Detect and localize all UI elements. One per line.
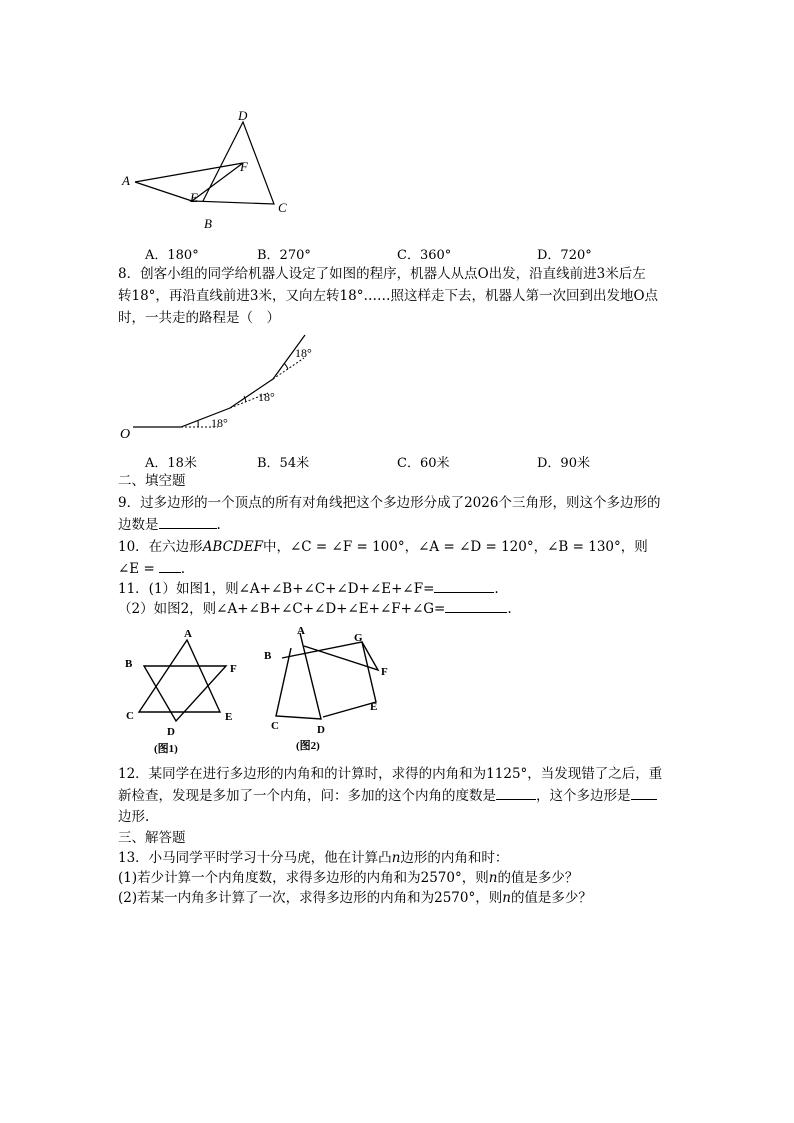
q11-part1-label: 11．(1）如图1，则∠A+∠B+∠C+∠D+∠E+∠F= [118, 581, 435, 597]
fig1-label-E: E [225, 711, 233, 723]
label-B: B [204, 216, 212, 231]
q8-robot-path [133, 335, 305, 427]
q8-figure-svg [118, 330, 338, 445]
q12-angle-blank[interactable] [496, 787, 536, 800]
q8-option-c: C．60米 [397, 456, 450, 471]
q7-option-a: A．180° [145, 248, 199, 263]
q12-text-line2-b: ，这个多边形是 [536, 788, 631, 804]
q11-text-line2 [118, 600, 512, 618]
fig1-caption: (图1) [154, 743, 178, 755]
q8-option-d: D．90米 [537, 456, 590, 471]
q9-text-line2-label: 边数是 [118, 517, 159, 533]
fig2-lines-1 [276, 633, 321, 719]
q8-extension-3 [273, 358, 304, 379]
q13-part1-n: n [488, 870, 498, 886]
fig2-label-D: D [317, 724, 325, 736]
q8-angle-label-1: 18° [211, 416, 228, 430]
fig2-caption: (图2) [296, 740, 320, 752]
fig2-label-B: B [264, 650, 272, 662]
q11-figures-svg [118, 622, 408, 762]
label-C: C [278, 200, 287, 215]
q12-text-line3: 边形. [118, 809, 150, 825]
q7-option-b: B．270° [257, 248, 311, 263]
q13-part1-b: 的值是多少？ [497, 870, 579, 886]
q8-figure [118, 330, 338, 445]
q11-part1-end: . [494, 581, 499, 597]
q13-text-a: 13．小马同学平时学习十分马虎，他在计算凸 [118, 850, 392, 866]
fig2-label-C: C [271, 720, 279, 732]
q7-figure-svg [118, 105, 298, 235]
fig2-label-G: G [354, 632, 363, 644]
q10-text-b: 中，∠C = ∠F = 100°，∠A = ∠D = 120°，∠B = 130°，则 [262, 539, 648, 555]
q7-option-c: C．360° [397, 248, 452, 263]
section-solution-heading: 三、解答题 [118, 830, 186, 846]
q7-figure [118, 105, 298, 235]
q9-text-line1: 9．过多边形的一个顶点的所有对角线把这个多边形分成了2026个三角形，则这个多边形的 [118, 495, 661, 511]
q11-part2-blank[interactable] [445, 600, 507, 613]
q9-answer-blank[interactable] [159, 516, 217, 529]
label-E: E [190, 190, 198, 205]
figure-2 [264, 625, 388, 752]
q7-options [145, 244, 765, 262]
fig2-label-F: F [381, 666, 388, 678]
q13-text-b: 边形的内角和时： [400, 850, 509, 866]
label-A: A [122, 173, 130, 188]
q10-text-line2-label: ∠E = [118, 561, 155, 577]
fig1-triangle-ace [139, 640, 220, 712]
fig1-label-C: C [126, 710, 134, 722]
q8-option-a: A．18米 [145, 456, 197, 471]
q11-part1-blank[interactable] [434, 580, 494, 593]
q10-text-a: 10．在六边形 [118, 539, 203, 555]
q8-text-line3: 时，一共走的路程是（ ） [118, 310, 280, 326]
fig1-triangle-bfd [144, 666, 226, 721]
section-fill-in-heading: 二、填空题 [118, 473, 186, 489]
q10-text-line2 [118, 560, 185, 578]
q11-text-line1 [118, 580, 499, 598]
q8-angle-arc-3 [284, 363, 288, 369]
q10-end: . [180, 561, 186, 577]
fig1-label-A: A [184, 628, 192, 640]
q13-part2-a: (2)若某一内角多计算了一次，求得多边形的内角和为2570°，则 [118, 890, 503, 906]
fig1-label-D: D [167, 726, 175, 738]
q13-part2 [118, 889, 592, 907]
q11-figures [118, 622, 408, 762]
q13-part2-b: 的值是多少？ [510, 890, 592, 906]
fig2-label-E: E [370, 701, 378, 713]
q10-hexagon-name: ABCDEF [202, 539, 263, 555]
label-F: F [240, 159, 248, 174]
q13-part2-n: n [502, 890, 511, 906]
figure-1 [125, 628, 237, 755]
q12-text-line1: 12．某同学在进行多边形的内角和的计算时，求得的内角和为1125°，当发现错了之后，重 [118, 766, 663, 782]
label-O: O [120, 427, 131, 442]
q8-angle-label-2: 18° [258, 390, 275, 404]
q7-figure-lines [135, 122, 274, 204]
q12-text-line2 [118, 787, 657, 805]
q12-text-line2-a: 新检查，发现是多加了一个内角，问：多加的这个内角的度数是 [118, 788, 496, 804]
q10-answer-blank[interactable] [159, 560, 181, 573]
q7-option-d: D．720° [537, 248, 592, 263]
fig2-label-A: A [297, 625, 305, 637]
q13-text-line1 [118, 849, 508, 867]
q10-text-line1 [118, 538, 648, 556]
q8-option-b: B．54米 [257, 456, 310, 471]
q12-polygon-blank[interactable] [631, 787, 657, 800]
q11-part2-end: . [507, 601, 512, 617]
fig2-lines-2 [282, 642, 376, 717]
fig1-label-B: B [125, 658, 133, 670]
q13-n-var: n [391, 850, 401, 866]
q11-part2-label: （2）如图2，则∠A+∠B+∠C+∠D+∠E+∠F+∠G= [118, 601, 446, 617]
q8-options [145, 452, 765, 470]
q8-angle-label-3: 18° [295, 346, 312, 360]
q13-part1-a: (1)若少计算一个内角度数，求得多边形的内角和为2570°，则 [118, 870, 489, 886]
q9-end: . [216, 517, 221, 533]
q9-text-line2 [118, 516, 221, 534]
q8-text-line2: 转18°，再沿直线前进3米，又向左转18°……照这样走下去，机器人第一次回到出发地O点 [118, 288, 659, 304]
q7-figure-line-ae [135, 182, 192, 201]
q8-text-line1: 8．创客小组的同学给机器人设定了如图的程序，机器人从点O出发，沿直线前进3米后左 [118, 266, 646, 282]
label-D: D [238, 108, 248, 123]
fig1-label-F: F [230, 663, 237, 675]
q13-part1 [118, 869, 578, 887]
